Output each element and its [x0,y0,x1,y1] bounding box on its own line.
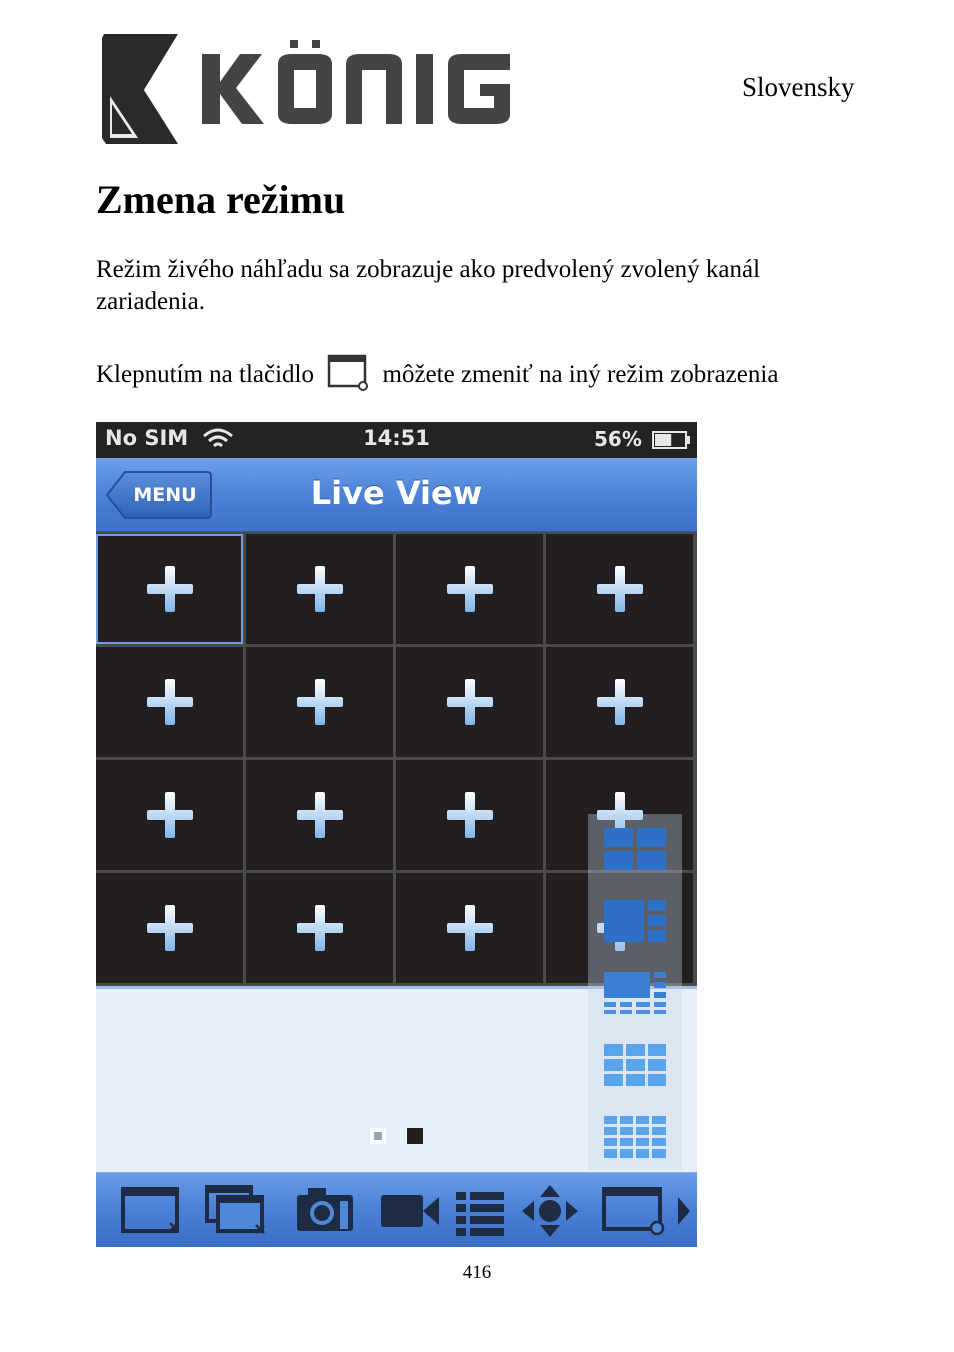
intro-paragraph: Režim živého náhľadu sa zobrazuje ako predvolený zvolený kanál zariadenia. [96,256,761,315]
layout-switch-button[interactable] [601,1183,667,1239]
channel-cell[interactable] [96,760,243,870]
channel-cell[interactable] [546,534,693,644]
next-tools-button[interactable] [676,1183,694,1239]
close-window-icon [120,1183,184,1239]
channel-cell[interactable] [246,760,393,870]
layout-1plus3-icon [602,898,668,944]
language-label: Slovensky [742,72,855,102]
next-arrow-icon [676,1183,694,1239]
channel-cell[interactable] [396,873,543,983]
layout-1plus3-option[interactable] [588,886,682,956]
page-heading: Zmena režimu [96,177,346,222]
menu-button-label: MENU [133,484,197,506]
add-channel-icon [297,566,343,612]
add-channel-icon [597,566,643,612]
battery-icon [652,431,692,449]
channel-cell[interactable] [396,760,543,870]
list-icon [454,1183,506,1239]
layout-1plus7-icon [602,970,668,1016]
page-number: 416 [462,1262,492,1283]
layout-4x4-option[interactable] [588,1102,682,1172]
carrier-label: No SIM [105,426,189,450]
layout-1plus7-option[interactable] [588,958,682,1028]
ptz-button[interactable] [520,1183,580,1239]
add-channel-icon [297,679,343,725]
channel-cell[interactable] [96,647,243,757]
list-button[interactable] [454,1183,506,1239]
close-window-button[interactable] [120,1183,184,1239]
instruction-text-before: Klepnutím na tlačidlo [96,361,315,388]
layout-2x2-option[interactable] [588,814,682,884]
close-all-windows-button[interactable] [204,1183,268,1239]
layout-3x3-icon [602,1042,668,1088]
nav-bar [96,458,697,533]
record-icon [379,1183,441,1239]
add-channel-icon [297,905,343,951]
snapshot-icon [294,1183,356,1239]
add-channel-icon [297,792,343,838]
instruction-text-after: môžete zmeniť na iný režim zobrazenia [382,361,779,388]
channel-cell[interactable] [396,647,543,757]
channel-cell[interactable] [246,534,393,644]
channel-cell[interactable] [246,873,393,983]
record-button[interactable] [379,1183,441,1239]
channel-cell[interactable] [546,647,693,757]
channel-cell[interactable] [396,534,543,644]
add-channel-icon [147,792,193,838]
add-channel-icon [447,905,493,951]
konig-logo [98,34,518,144]
page-dot-2[interactable] [407,1128,423,1144]
channel-cell[interactable] [246,647,393,757]
page-dot-1[interactable] [370,1128,386,1144]
screen-title: Live View [310,474,483,512]
layout-selector [588,814,682,1170]
close-all-windows-icon [204,1183,268,1239]
clock: 14:51 [363,426,430,450]
bottom-toolbar [96,1172,697,1247]
ptz-icon [520,1183,580,1239]
snapshot-button[interactable] [294,1183,356,1239]
battery-percent: 56% [594,427,642,451]
add-channel-icon [147,566,193,612]
add-channel-icon [147,679,193,725]
add-channel-icon [447,566,493,612]
add-channel-icon [447,679,493,725]
add-channel-icon [147,905,193,951]
channel-cell[interactable] [96,534,243,644]
layout-switch-icon [326,353,370,393]
layout-2x2-icon [602,826,668,872]
layout-3x3-option[interactable] [588,1030,682,1100]
status-bar [96,422,697,458]
channel-cell[interactable] [96,873,243,983]
layout-4x4-icon [602,1114,668,1160]
add-channel-icon [447,792,493,838]
add-channel-icon [597,679,643,725]
layout-switch-icon [601,1183,667,1239]
instruction-paragraph [96,348,896,402]
app-screenshot [96,422,697,1247]
